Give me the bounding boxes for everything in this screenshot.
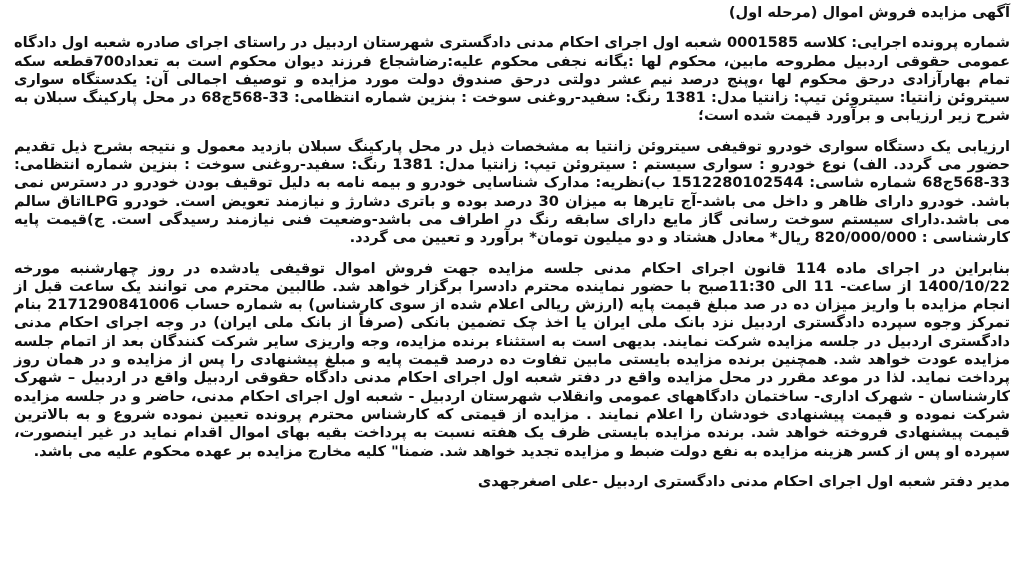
auction-terms-paragraph: بنابراین در اجرای ماده 114 قانون اجرای احکام مدنی جلسه مزایده جهت فروش اموال توقیفی یادشده در روز چهارشنبه مورخه 1400/10/22 از ساعت- 11 الی 11:30صبح با حضور نماینده محترم دادسرا برگزار خواهد شد. طالبین محترم می توانند یک ساعت قبل از انجام مزایده با واریز میزان ده در صد مبلغ قیمت پایه (ارزش ریالی اعلام شده از سوی کارشناس) به شماره حساب 2171290841006 بنام تمرکز وجوه سپرده دادگستری اردبیل نزد بانک ملی ایران یا اخذ چک تضمین بانکی (صرفاً از بانک ملی ایران) در وجه اجرای احکام مدنی دادگستری اردبیل در جلسه مزایده شرکت نمایند. بدیهی است به استثناء برنده مزایده، وجه واریزی سایر شرکت کنندگان بعد از اتمام جلسه مزایده عودت خواهد شد. همچنین برنده مزایده بایستی مابین تفاوت ده درصد قیمت پایه و مبلغ پیشنهادی را پس از مزایده و در همان روز پرداخت نماید. لذا در موعد مقرر در محل مزایده واقع در دفتر شعبه اول اجرای احکام مدنی دادگاه حقوقی اردبیل واقع در اردبیل – شهرک کارشناسان - شهرک اداری- ساختمان دادگاههای عمومی وانقلاب شهرستان اردبیل - شعبه اول اجرای احکام مدنی، حاضر و در جلسه مزایده شرکت نموده و قیمت پیشنهادی خودشان را اعلام نمایند . مزایده از قیمتی که کارشناس محترم پرونده تعیین نموده شروع و به بالاترین قیمت پیشنهادی فروخته خواهد شد. برنده مزایده بایستی ظرف یک هفته نسبت به پرداخت بقیه بهای اموال اقدام نماید در غیر اینصورت، سپرده او پس از کسر هزینه مزایده به نفع دولت ضبط و مزایده تجدید خواهد شد. ضمنا" کلیه مخارج مزایده بر عهده محکوم علیه می باشد.: [14, 259, 1010, 460]
case-details-paragraph: شماره پرونده اجرایی: کلاسه 0001585 شعبه اول اجرای احکام مدنی دادگستری شهرستان اردبیل در راستای اجرای صادره شعبه اول دادگاه عمومی حقوقی اردبیل مطروحه مابین، محکوم لها :یگانه نجفی محکوم علیه:رضاشجاع فرزند دیوان محکوم است به تعداد700قطعه سکه تمام بهارآزادی درحق محکوم لها ،وپنج درصد نیم عشر دولتی درحق صندوق دولت مورد مزایده و توصیف اجمالی آن: یکدستگاه سواری سیتروئن زانتیا: سیتروئن تیپ: زانتیا مدل: 1381 رنگ: سفید-روغنی سوخت : بنزین شماره انتظامی: 33-568ج68 در محل پارکینگ سبلان به شرح زیر ارزیابی و برآورد قیمت شده است؛: [14, 34, 1011, 125]
vehicle-appraisal-paragraph: ارزیابی یک دستگاه سواری خودرو توقیفی سیتروئن زانتیا به مشخصات ذیل در محل پارکینگ سبلان بازدید معمول و نتیجه بشرح ذیل تقدیم حضور می گردد. الف) نوع خودرو : سواری سیستم : سیتروئن تیپ: زانتیا مدل: 1381 رنگ: سفید-روغنی سوخت : بنزین شماره انتظامی: 33-568ج68 شماره شاسی: 1512280102544 ب)نظریه: مدارک شناسایی خودرو و بیمه نامه به دلیل توقیف بودن خودرو در دسترس نمی باشد. خودرو دارای ظاهر و داخل می باشد-آج تایرها به میزان 30 درصد بوده و باتری دشارژ و نیازمند تعویض است. خودرو LPGاتاق سالم می باشد.دارای سیستم سوخت رسانی گاز مایع دارای سابقه رنگ در اطراف می باشد-وضعیت فنی نیازمند رسیدگی است. ج)قیمت پایه کارشناسی : 820/000/000 ریال* معادل هشتاد و دو میلیون تومان* برآورد و تعیین می گردد.: [14, 137, 1010, 247]
signature-line: مدیر دفتر شعبه اول اجرای احکام مدنی دادگستری اردبیل -علی اصغرجهدی: [477, 472, 1010, 490]
notice-title: آگهی مزایده فروش اموال (مرحله اول): [728, 4, 1010, 21]
